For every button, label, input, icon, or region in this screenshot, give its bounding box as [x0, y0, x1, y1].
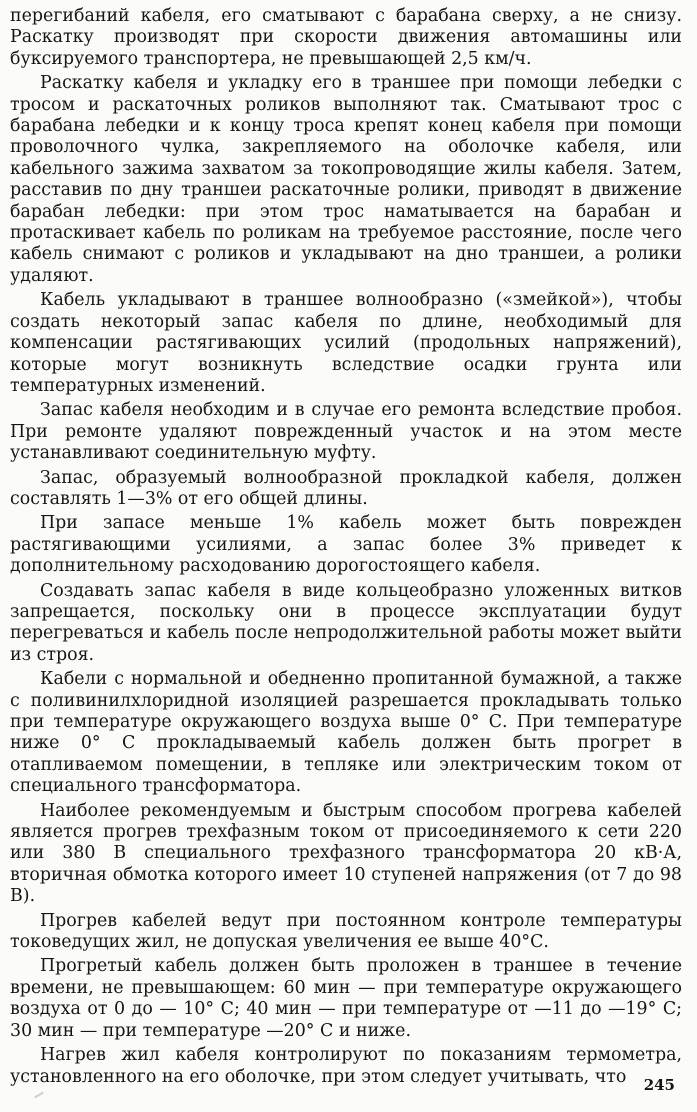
paragraph: перегибаний кабеля, его сматывают с барабана сверху, а не снизу. Раскатку производят при скорости движения автомашины или буксируемого транспортера, не превышающей 2,5 км/ч.	[10, 6, 682, 69]
paragraph: Раскатку кабеля и укладку его в траншее при помощи лебедки с тросом и раскаточных роликов выполняют так. Сматывают трос с барабана лебедки и к концу троса крепят конец кабеля при помощи проволочного чулка, закрепляемого на оболочке кабеля, или кабельного зажима захватом за токопроводящие жилы кабеля. Затем, расставив по дну траншеи раскаточные ролики, приводят в движение барабан лебедки: при этом трос наматывается на барабан и протаскивает кабель по роликам на требуемое расстояние, после чего кабель снимают с роликов и укладывают на дно траншеи, а ролики удаляют.	[10, 73, 682, 286]
paragraph: Наиболее рекомендуемым и быстрым способом прогрева кабелей является прогрев трехфазным током от присоединяемого к сети 220 или 380 В специального трехфазного трансформатора 20 кВ·А, вторичная обмотка которого имеет 10 ступеней напряжения (от 7 до 98 В).	[10, 800, 682, 907]
body-text	[10, 6, 682, 1091]
paragraph: Прогрев кабелей ведут при постоянном контроле температуры токоведущих жил, не допуская увеличения ее выше 40°С.	[10, 910, 682, 953]
paragraph: Прогретый кабель должен быть проложен в траншее в течение времени, не превышающем: 60 мин — при температуре окружающего воздуха от 0 до — 10° С; 40 мин — при температуре от —11 до —19° С; 30 мин — при температуре —20° С и ниже.	[10, 956, 682, 1041]
paragraph: Запас, образуемый волнообразной прокладкой кабеля, должен составлять 1—3% от его общей длины.	[10, 467, 682, 509]
paragraph: Создавать запас кабеля в виде кольцеобразно уложенных витков запрещается, поскольку они в процессе эксплуатации будут перегреваться и кабель после непродолжительной работы может выйти из строя.	[10, 580, 682, 665]
paragraph: Запас кабеля необходим и в случае его ремонта вследствие пробоя. При ремонте удаляют поврежденный участок и на этом месте устанавливают соединительную муфту.	[10, 400, 682, 464]
page-number: 245	[643, 1076, 675, 1094]
paragraph: При запасе меньше 1% кабель может быть поврежден растягивающими усилиями, а запас более 3% приведет к дополнительному расходованию дорогостоящего кабеля.	[10, 513, 682, 577]
scan-speck	[34, 1092, 44, 1099]
paragraph: Нагрев жил кабеля контролируют по показаниям термометра, установленного на его оболочке, при этом следует учитывать, что	[10, 1045, 682, 1087]
paragraph: Кабель укладывают в траншее волнообразно («змейкой»), чтобы создать некоторый запас кабеля по длине, необходимый для компенсации растягивающих усилий (продольных напряжений), которые могут возникнуть вследствие осадки грунта или температурных изменений.	[10, 290, 682, 396]
paragraph: Кабели с нормальной и обедненно пропитанной бумажной, а также с поливинилхлоридной изоляцией разрешается прокладывать только при температуре окружающего воздуха выше 0° С. При температуре ниже 0° С прокладываемый кабель должен быть прогрет в отапливаемом помещении, в тепляке или электрическим током от специального трансформатора.	[10, 669, 682, 797]
